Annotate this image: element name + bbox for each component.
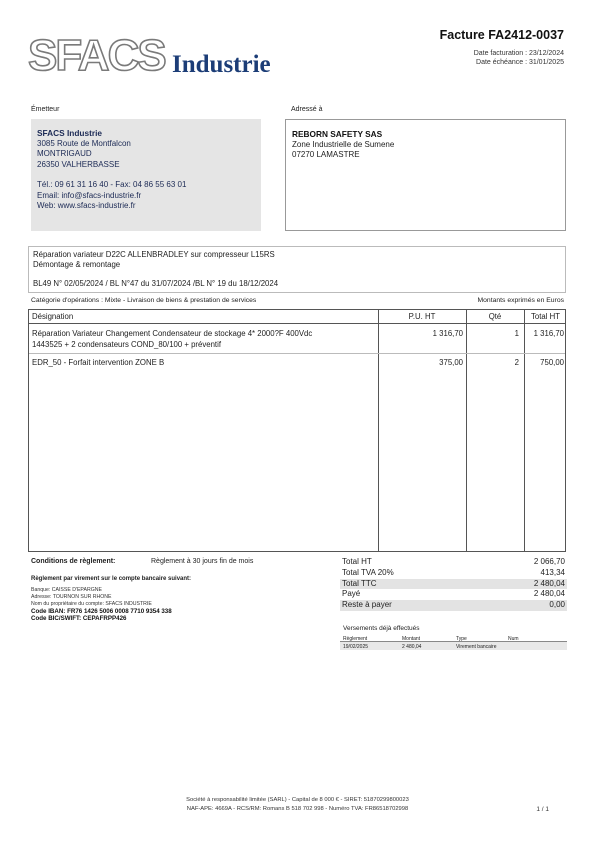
conditions-label: Conditions de règlement:: [31, 558, 116, 565]
row1-pu: 1 316,70: [432, 329, 463, 338]
payment-type: Virement bancaire: [456, 643, 497, 650]
invoice-title: Facture FA2412-0037: [439, 28, 564, 42]
client-name: REBORN SAFETY SAS: [292, 129, 383, 139]
paye-row: [340, 589, 567, 600]
footer-legal-line2: NAF-APE: 4669A - RCS/RM: Romans B 518 702 998 - Numéro TVA: FR86518702998: [186, 806, 409, 812]
client-address2: 07270 LAMASTRE: [292, 150, 360, 159]
reste-value: 0,00: [549, 600, 565, 610]
emetteur-name: SFACS Industrie: [37, 128, 103, 138]
currency-note: Montants exprimés en Euros: [477, 297, 564, 304]
payments-header-type: Type: [456, 635, 467, 642]
header-designation: Désignation: [32, 312, 74, 321]
bank-iban: Code IBAN: FR76 1426 5006 0008 7710 9354 338: [31, 608, 172, 615]
description-box: [28, 246, 566, 293]
bank-name: Banque: CAISSE D'EPARGNE: [31, 587, 102, 593]
total-ttc-row: [340, 579, 567, 590]
payment-date: 19/02/2025: [343, 643, 369, 650]
client-box: [285, 119, 566, 231]
reste-row: [340, 600, 567, 611]
logo-industrie-text: Industrie: [172, 51, 271, 78]
logo-sfacs-text: SFACS: [28, 31, 165, 80]
emetteur-address2: MONTRIGAUD: [37, 149, 92, 158]
total-ht-label: Total HT: [342, 557, 372, 566]
emetteur-box: [31, 119, 261, 231]
emetteur-phone: Tél.: 09 61 31 16 40 - Fax: 04 86 55 63 01: [37, 180, 187, 189]
payments-table: [340, 634, 567, 650]
emetteur-email: Email: info@sfacs-industrie.fr: [37, 190, 142, 200]
row2-qty: 2: [514, 358, 519, 367]
table-header: [29, 310, 565, 324]
total-ht-row: [340, 557, 567, 568]
invoice-lines-table: [28, 309, 566, 552]
payments-header-montant: Montant: [402, 635, 421, 642]
row2-total: 750,00: [540, 358, 564, 367]
paye-label: Payé: [342, 589, 361, 599]
header-pu: P.U. HT: [408, 312, 436, 321]
description-line1: Réparation variateur D22C ALLENBRADLEY sur compresseur L15RS: [33, 250, 275, 259]
bank-bic: Code BIC/SWIFT: CEPAFRPP426: [31, 615, 127, 622]
total-ttc-label: Total TTC: [342, 578, 377, 588]
payments-header: [340, 634, 567, 642]
payment-row: [340, 642, 567, 650]
company-logo: [28, 31, 288, 80]
row2-pu: 375,00: [439, 358, 463, 367]
row2-designation: EDR_50 - Forfait intervention ZONE B: [32, 358, 165, 367]
description-line3: BL49 N° 02/05/2024 / BL N°47 du 31/07/2024 /BL N° 19 du 18/12/2024: [33, 279, 279, 288]
reste-label: Reste à payer: [342, 600, 392, 610]
payment-amount: 2 480,04: [402, 643, 422, 650]
description-line2: Démontage & remontage: [33, 260, 121, 269]
total-tva-value: 413,34: [540, 567, 565, 577]
header-total: Total HT: [530, 312, 561, 321]
emetteur-label: Émetteur: [31, 106, 60, 113]
bank-address: Adresse: TOURNON SUR RHONE: [31, 594, 112, 600]
total-tva-label: Total TVA 20%: [342, 567, 394, 577]
row1-designation-l2: 1443525 + 2 condensateurs COND_80/100 + préventif: [32, 340, 221, 349]
bank-owner: Nom du propriétaire du compte: SFACS INDUSTRIE: [31, 601, 152, 607]
payments-header-reglement: Règlement: [343, 635, 368, 642]
row1-qty: 1: [514, 329, 519, 338]
bank-details: [31, 587, 172, 622]
row1-designation-l1: Réparation Variateur Changement Condensateur de stockage 4* 2000?F 400Vdc: [32, 329, 313, 338]
bank-title: Règlement par virement sur le compte bancaire suivant:: [31, 576, 192, 582]
payments-header-num: Num: [508, 635, 519, 642]
emetteur-address1: 3085 Route de Montfalcon: [37, 138, 131, 148]
emetteur-web: Web: www.sfacs-industrie.fr: [37, 201, 136, 210]
emetteur-address3: 26350 VALHERBASSE: [37, 159, 120, 169]
total-tva-row: [340, 568, 567, 579]
total-ht-value: 2 066,70: [533, 557, 565, 566]
client-address1: Zone Industrielle de Sumene: [292, 139, 395, 149]
row1-total: 1 316,70: [533, 329, 564, 338]
header-qty: Qté: [488, 312, 502, 321]
invoice-dates: [474, 49, 564, 67]
conditions-value: Règlement à 30 jours fin de mois: [151, 558, 254, 565]
page-number: 1 / 1: [536, 806, 549, 813]
totals-block: [340, 557, 567, 611]
footer-legal-line1: Société à responsabilité limitée (SARL) - Capital de 8 000 € - SIRET: 51870299800023: [186, 797, 409, 803]
date-echeance: Date échéance : 31/01/2025: [476, 59, 564, 66]
client-label: Adressé à: [291, 106, 323, 113]
payments-title: Versements déjà effectués: [343, 625, 420, 632]
date-facturation: Date facturation : 23/12/2024: [473, 50, 564, 57]
operation-category: Catégorie d'opérations : Mixte - Livraison de biens & prestation de services: [31, 297, 257, 304]
paye-value: 2 480,04: [533, 589, 565, 599]
total-ttc-value: 2 480,04: [533, 578, 565, 588]
